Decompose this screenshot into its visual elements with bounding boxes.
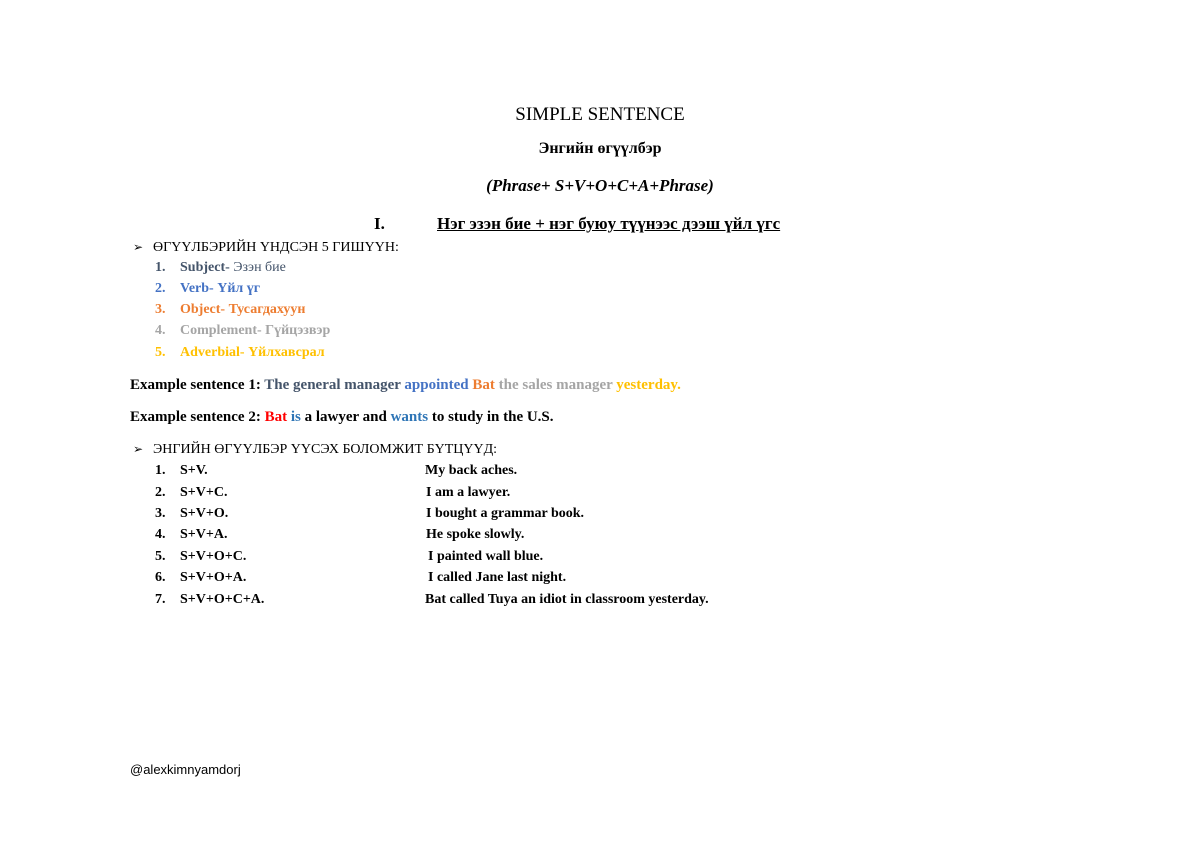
component-meaning: Үйл үг <box>213 281 261 296</box>
list-number: 4. <box>155 323 166 338</box>
section-heading-text: Нэг эзэн бие + нэг буюу түүнээс дээш үйл үгс <box>437 214 781 233</box>
component-meaning: Гүйцэзвэр <box>261 323 331 338</box>
pattern-formula: S+V+O+C. <box>180 549 247 564</box>
example-complement: the sales manager <box>498 377 617 393</box>
footer-handle: @alexkimnyamdorj <box>130 762 241 777</box>
pattern-example: I called Jane last night. <box>428 570 567 585</box>
arrowhead-bullet-icon: ➢ <box>133 442 144 456</box>
pattern-formula: S+V+A. <box>180 527 228 542</box>
list-number: 3. <box>155 302 166 317</box>
pattern-example: Bat called Tuya an idiot in classroom yesterday. <box>425 592 709 607</box>
pattern-item <box>155 463 208 479</box>
list-number: 1. <box>155 463 166 478</box>
pattern-example: I am a lawyer. <box>426 485 511 500</box>
component-item-verb <box>155 281 260 297</box>
component-term: Complement- <box>180 323 262 338</box>
example-verb: wants <box>390 409 429 425</box>
arrowhead-bullet-icon: ➢ <box>133 240 144 254</box>
component-term: Verb- <box>180 281 214 296</box>
example-sentence-1 <box>130 377 681 394</box>
patterns-heading <box>133 442 497 458</box>
example-verb: is <box>290 409 301 425</box>
component-meaning: Үйлхавсрал <box>244 345 325 360</box>
component-item-adverbial <box>155 345 325 361</box>
pattern-example: I bought a grammar book. <box>426 506 585 521</box>
document-subtitle: Энгийн өгүүлбэр <box>538 140 662 157</box>
example-verb: appointed <box>404 377 473 393</box>
section-number: I. <box>374 214 385 233</box>
sentence-formula: (Phrase+ S+V+O+C+A+Phrase) <box>486 176 714 195</box>
pattern-formula: S+V+C. <box>180 485 228 500</box>
document-title: SIMPLE SENTENCE <box>515 104 685 125</box>
example-adverbial: yesterday. <box>616 377 681 393</box>
example-sentence-2 <box>130 409 554 426</box>
example-text: a lawyer and <box>300 409 391 425</box>
pattern-example: I painted wall blue. <box>428 549 544 564</box>
example-subject: The general manager <box>264 377 405 393</box>
patterns-heading-text: ЭНГИЙН ӨГҮҮЛБЭР ҮҮСЭХ БОЛОМЖИТ БҮТЦҮҮД: <box>153 442 498 457</box>
pattern-formula: S+V. <box>180 463 208 478</box>
example-subject: Bat <box>264 409 291 425</box>
component-term: Subject- <box>180 260 230 275</box>
list-number: 6. <box>155 570 166 585</box>
pattern-example: My back aches. <box>425 463 518 478</box>
pattern-item <box>155 570 246 586</box>
example-text: to study in the U.S. <box>428 409 554 425</box>
component-term: Object- <box>180 302 226 317</box>
pattern-formula: S+V+O+A. <box>180 570 247 585</box>
components-heading-text: ӨГҮҮЛБЭРИЙН ҮНДСЭН 5 ГИШҮҮН: <box>153 240 399 255</box>
list-number: 5. <box>155 549 166 564</box>
pattern-item <box>155 549 246 565</box>
list-number: 2. <box>155 485 166 500</box>
example-label: Example sentence 1: <box>130 377 265 393</box>
pattern-item <box>155 527 227 543</box>
component-item-complement <box>155 323 330 339</box>
component-item-subject <box>155 260 286 276</box>
pattern-item <box>155 506 228 522</box>
pattern-formula: S+V+O. <box>180 506 229 521</box>
pattern-formula: S+V+O+C+A. <box>180 592 265 607</box>
component-meaning: Тусагдахуун <box>225 302 306 317</box>
section-heading <box>374 214 780 234</box>
components-heading <box>133 240 399 256</box>
list-number: 4. <box>155 527 166 542</box>
example-object: Bat <box>472 377 499 393</box>
pattern-item <box>155 485 227 501</box>
example-label: Example sentence 2: <box>130 409 265 425</box>
list-number: 7. <box>155 592 166 607</box>
component-meaning: Эзэн бие <box>229 260 286 275</box>
component-term: Adverbial- <box>180 345 245 360</box>
pattern-example: He spoke slowly. <box>426 527 525 542</box>
pattern-item <box>155 592 264 608</box>
component-item-object <box>155 302 305 318</box>
list-number: 5. <box>155 345 166 360</box>
list-number: 3. <box>155 506 166 521</box>
list-number: 1. <box>155 260 166 275</box>
list-number: 2. <box>155 281 166 296</box>
